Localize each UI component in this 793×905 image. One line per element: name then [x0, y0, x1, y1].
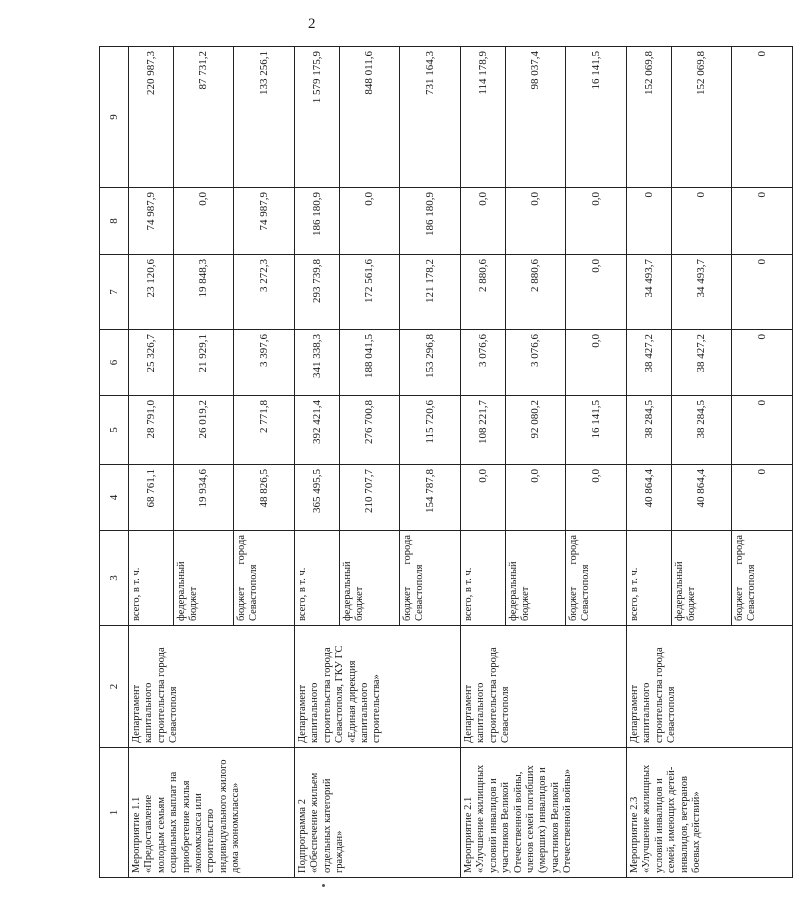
measure-cell: Мероприятие 1.1 «Предоставление молодым семьям социальных выплат на приобретение жилья экономкласса или строительство индивидуального жилого дома экономкласса»	[129, 748, 295, 878]
total-cell: 0	[732, 47, 793, 188]
table-row	[129, 47, 174, 878]
value-cell: 0	[732, 188, 793, 255]
value-cell: 0,0	[566, 255, 627, 330]
value-cell: 2 771,8	[234, 396, 295, 465]
value-cell: 154 787,8	[400, 465, 461, 531]
value-cell: 0,0	[461, 188, 506, 255]
value-cell: 0,0	[566, 330, 627, 396]
value-cell: 19 848,3	[174, 255, 234, 330]
value-cell: 186 180,9	[400, 188, 461, 255]
value-cell: 38 284,5	[627, 396, 672, 465]
value-cell: 341 338,3	[295, 330, 340, 396]
total-cell: 152 069,8	[672, 47, 732, 188]
value-cell: 115 720,6	[400, 396, 461, 465]
value-cell: 3 272,3	[234, 255, 295, 330]
value-cell: 34 493,7	[672, 255, 732, 330]
value-cell: 28 791,0	[129, 396, 174, 465]
value-cell: 186 180,9	[295, 188, 340, 255]
value-cell: 34 493,7	[627, 255, 672, 330]
source-cell: федеральный бюджет	[672, 531, 732, 626]
total-cell: 731 164,3	[400, 47, 461, 188]
value-cell: 0	[732, 330, 793, 396]
total-cell: 114 178,9	[461, 47, 506, 188]
value-cell: 108 221,7	[461, 396, 506, 465]
source-cell: бюджет города Севастополя	[234, 531, 295, 626]
column-header: 6	[100, 330, 129, 396]
value-cell: 0,0	[461, 465, 506, 531]
value-cell: 0	[732, 396, 793, 465]
value-cell: 172 561,6	[340, 255, 400, 330]
value-cell: 153 296,8	[400, 330, 461, 396]
source-cell: бюджет города Севастополя	[566, 531, 627, 626]
value-cell: 26 019,2	[174, 396, 234, 465]
value-cell: 188 041,5	[340, 330, 400, 396]
value-cell: 0,0	[566, 465, 627, 531]
source-cell: всего, в т. ч.	[627, 531, 672, 626]
value-cell: 92 080,2	[506, 396, 566, 465]
value-cell: 25 326,7	[129, 330, 174, 396]
source-cell: федеральный бюджет	[174, 531, 234, 626]
value-cell: 0	[672, 188, 732, 255]
source-cell: всего, в т. ч.	[461, 531, 506, 626]
measure-cell: Мероприятие 2.3 «Улучшение жилищных условий инвалидов и семей, имеющих детей-инвалидов, ветеранов боевых действий»	[627, 748, 793, 878]
value-cell: 293 739,8	[295, 255, 340, 330]
total-cell: 16 141,5	[566, 47, 627, 188]
value-cell: 0,0	[566, 188, 627, 255]
value-cell: 19 934,6	[174, 465, 234, 531]
column-header: 2	[100, 626, 129, 748]
source-cell: бюджет города Севастополя	[400, 531, 461, 626]
value-cell: 3 397,6	[234, 330, 295, 396]
value-cell: 74 987,9	[234, 188, 295, 255]
total-cell: 98 037,4	[506, 47, 566, 188]
value-cell: 21 929,1	[174, 330, 234, 396]
table-row	[461, 47, 506, 878]
total-cell: 1 579 175,9	[295, 47, 340, 188]
table-row	[295, 47, 340, 878]
page-number: 2	[308, 16, 316, 32]
column-header: 4	[100, 465, 129, 531]
value-cell: 0,0	[174, 188, 234, 255]
total-cell: 848 011,6	[340, 47, 400, 188]
header-row	[100, 47, 129, 878]
value-cell: 3 076,6	[506, 330, 566, 396]
value-cell: 0,0	[340, 188, 400, 255]
scan-speck	[322, 884, 325, 887]
value-cell: 0	[732, 255, 793, 330]
measure-cell: Мероприятие 2.1 «Улучшение жилищных условий инвалидов и участников Великой Отечественной войны, членов семей погибших (умерших) инвалидов и участников Великой Отечественной войны»	[461, 748, 627, 878]
value-cell: 38 427,2	[627, 330, 672, 396]
executor-cell: Департамент капитального строительства города Севастополя	[627, 626, 793, 748]
table-row	[627, 47, 672, 878]
value-cell: 0	[732, 465, 793, 531]
column-header: 3	[100, 531, 129, 626]
value-cell: 0,0	[506, 465, 566, 531]
value-cell: 40 864,4	[672, 465, 732, 531]
value-cell: 48 826,5	[234, 465, 295, 531]
value-cell: 210 707,7	[340, 465, 400, 531]
value-cell: 40 864,4	[627, 465, 672, 531]
value-cell: 2 880,6	[461, 255, 506, 330]
financing-table-rotated	[99, 47, 768, 878]
value-cell: 2 880,6	[506, 255, 566, 330]
value-cell: 23 120,6	[129, 255, 174, 330]
source-cell: федеральный бюджет	[340, 531, 400, 626]
total-cell: 133 256,1	[234, 47, 295, 188]
column-header: 1	[100, 748, 129, 878]
column-header: 8	[100, 188, 129, 255]
financing-table	[99, 46, 793, 878]
value-cell: 365 495,5	[295, 465, 340, 531]
value-cell: 121 178,2	[400, 255, 461, 330]
column-header: 9	[100, 47, 129, 188]
total-cell: 220 987,3	[129, 47, 174, 188]
source-cell: всего, в т. ч.	[129, 531, 174, 626]
value-cell: 3 076,6	[461, 330, 506, 396]
total-cell: 152 069,8	[627, 47, 672, 188]
value-cell: 16 141,5	[566, 396, 627, 465]
value-cell: 38 427,2	[672, 330, 732, 396]
executor-cell: Департамент капитального строительства города Севастополя, ГКУ ГС «Единая дирекция капитального строительства»	[295, 626, 461, 748]
value-cell: 276 700,8	[340, 396, 400, 465]
source-cell: всего, в т. ч.	[295, 531, 340, 626]
executor-cell: Департамент капитального строительства города Севастополя	[129, 626, 295, 748]
executor-cell: Департамент капитального строительства города Севастополя	[461, 626, 627, 748]
value-cell: 392 421,4	[295, 396, 340, 465]
value-cell: 0	[627, 188, 672, 255]
value-cell: 0,0	[506, 188, 566, 255]
total-cell: 87 731,2	[174, 47, 234, 188]
source-cell: федеральный бюджет	[506, 531, 566, 626]
measure-cell: Подпрограмма 2 «Обеспечение жильем отдельных категорий граждан»	[295, 748, 461, 878]
value-cell: 38 284,5	[672, 396, 732, 465]
value-cell: 74 987,9	[129, 188, 174, 255]
column-header: 7	[100, 255, 129, 330]
column-header: 5	[100, 396, 129, 465]
source-cell: бюджет города Севастополя	[732, 531, 793, 626]
value-cell: 68 761,1	[129, 465, 174, 531]
